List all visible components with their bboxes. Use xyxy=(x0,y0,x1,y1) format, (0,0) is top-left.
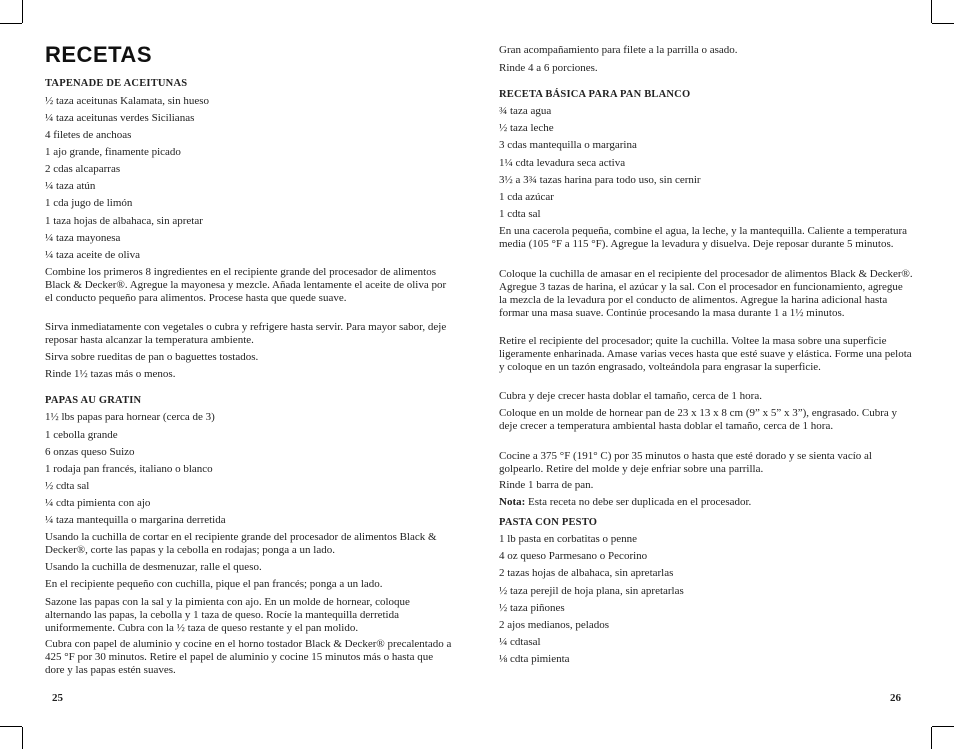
instruction-paragraph: Combine los primeros 8 ingredientes en el recipiente grande del procesador de alimentos Black & Decker®. Agregue la mayonesa y mezcle. Añada lentamente el aceite de oliva por el conducto pequeño para alimentos. Procese hasta que quede suave. xyxy=(45,266,447,304)
ingredient: 2 cdas alcaparras xyxy=(45,163,121,175)
ingredient: 1 cdta sal xyxy=(499,208,541,220)
instruction-paragraph: Sazone las papas con la sal y la pimienta con ajo. En un molde de hornear, coloque alternando las papas, la cebolla y 1 taza de queso. Rocíe la mantequilla derretida uniformemente. Cubra con la ½ taza de queso restante y el pan molido. xyxy=(45,596,410,634)
ingredient: 6 onzas queso Suizo xyxy=(45,446,135,458)
ingredient: 1 taza hojas de albahaca, sin apretar xyxy=(45,215,203,227)
ingredient: ¼ cdtasal xyxy=(499,636,541,648)
ingredient: 1 lb pasta en corbatitas o penne xyxy=(499,533,638,545)
yield-text: Rinde 1 barra de pan. xyxy=(499,479,594,491)
ingredient: ¼ taza aceite de oliva xyxy=(45,249,140,261)
ingredient: ¼ cdta pimienta con ajo xyxy=(45,497,151,509)
ingredient: ¼ taza atún xyxy=(45,180,96,192)
ingredient: ½ taza leche xyxy=(499,122,554,134)
instruction-paragraph: En el recipiente pequeño con cuchilla, pique el pan francés; ponga a un lado. xyxy=(45,578,383,590)
instruction-paragraph: Usando la cuchilla de cortar en el recipiente grande del procesador de alimentos Black & Decker®, corte las papas y la cebolla en rodajas; ponga a un lado. xyxy=(45,531,437,556)
ingredient: ¼ taza mantequilla o margarina derretida xyxy=(45,514,226,526)
crop-mark xyxy=(22,727,23,749)
ingredient: ⅛ cdta pimienta xyxy=(499,653,570,665)
yield-text: Rinde 4 a 6 porciones. xyxy=(499,62,598,74)
ingredient: 1 rodaja pan francés, italiano o blanco xyxy=(45,463,213,475)
crop-mark xyxy=(931,727,932,749)
instruction-paragraph: En una cacerola pequeña, combine el agua, la leche, y la mantequilla. Caliente a temperatura media (105 °F a 115 °F). Agregue la levadura y disuelva. Deje reposar durante 5 minutos. xyxy=(499,225,908,250)
ingredient: 4 filetes de anchoas xyxy=(45,129,132,141)
instruction-paragraph: Cocine a 375 °F (191° C) por 35 minutos o hasta que esté dorado y se sienta vacío al golpearlo. Retire del molde y deje enfriar sobre una parrilla. xyxy=(499,450,872,475)
ingredient: 1¼ cdta levadura seca activa xyxy=(499,157,626,169)
crop-mark xyxy=(0,23,22,24)
instruction-paragraph: Coloque la cuchilla de amasar en el recipiente del procesador de alimentos Black & Decker®. Agregue 3 tazas de harina, el azúcar y la sal. Con el procesador en funcionamiento, agregue la mezcla de la levadura por el conducto de alimentos. Agregue la harina adicional hasta formar una masa suave. Continúe procesando la masa durante 1 a 1½ minutos. xyxy=(499,268,913,319)
ingredient: 1 ajo grande, finamente picado xyxy=(45,146,181,158)
ingredient: ½ cdta sal xyxy=(45,480,90,492)
page-title: RECETAS xyxy=(45,42,152,67)
ingredient: 3½ a 3¾ tazas harina para todo uso, sin cernir xyxy=(499,174,701,186)
serving-suggestion: Gran acompañamiento para filete a la parrilla o asado. xyxy=(499,44,738,56)
ingredient: 1 cda jugo de limón xyxy=(45,197,133,209)
page-number-right: 26 xyxy=(890,692,901,704)
ingredient: 4 oz queso Parmesano o Pecorino xyxy=(499,550,648,562)
instruction-paragraph: Usando la cuchilla de desmenuzar, ralle el queso. xyxy=(45,561,262,573)
ingredient: 1 cda azúcar xyxy=(499,191,554,203)
ingredient: 1 cebolla grande xyxy=(45,429,118,441)
ingredient: ¼ taza aceitunas verdes Sicilianas xyxy=(45,112,195,124)
note-text: Esta receta no debe ser duplicada en el procesador. xyxy=(525,496,752,508)
crop-mark xyxy=(0,726,22,727)
instruction-paragraph: Cubra y deje crecer hasta doblar el tamaño, cerca de 1 hora. xyxy=(499,390,762,402)
crop-mark xyxy=(932,23,954,24)
ingredient: ¼ taza mayonesa xyxy=(45,232,121,244)
ingredient: 2 tazas hojas de albahaca, sin apretarlas xyxy=(499,567,674,579)
instruction-paragraph: Cubra con papel de aluminio y cocine en el horno tostador Black & Decker® precalentado a 425 °F por 30 minutos. Retire el papel de aluminio y cocine 15 minutos más o hasta que dore y las papas estén suaves. xyxy=(45,638,452,676)
crop-mark xyxy=(22,0,23,23)
note-label: Nota: xyxy=(499,496,526,508)
recipe-heading-pesto: PASTA CON PESTO xyxy=(499,517,598,528)
page-number-left: 25 xyxy=(52,692,63,704)
note xyxy=(499,496,913,509)
ingredient: ½ taza piñones xyxy=(499,602,565,614)
ingredient: ½ taza aceitunas Kalamata, sin hueso xyxy=(45,95,210,107)
instruction-paragraph: Sirva inmediatamente con vegetales o cubra y refrigere hasta servir. Para mayor sabor, deje reposar hasta alcanzar la temperatura ambiente. xyxy=(45,321,447,346)
instruction-paragraph: Coloque en un molde de hornear pan de 23 x 13 x 8 cm (9” x 5” x 3”), engrasado. Cubra y deje crecer a temperatura ambiental hasta doblar el tamaño, cerca de 1 hora. xyxy=(499,407,898,432)
recipe-heading-papas: PAPAS AU GRATIN xyxy=(45,395,142,406)
recipe-heading-pan: RECETA BÁSICA PARA PAN BLANCO xyxy=(499,89,691,100)
instruction-paragraph: Retire el recipiente del procesador; quite la cuchilla. Voltee la masa sobre una superficie ligeramente enharinada. Amase varias veces hasta que esté suave y elástica. Forme una pelota y coloque en un tazón engrasado, volteándola para engrasar la superficie. xyxy=(499,335,912,373)
crop-mark xyxy=(932,726,954,727)
yield-text: Rinde 1½ tazas más o menos. xyxy=(45,368,176,380)
ingredient: ¾ taza agua xyxy=(499,105,552,117)
recipe-heading-tapenade: TAPENADE DE ACEITUNAS xyxy=(45,78,188,89)
ingredient: 2 ajos medianos, pelados xyxy=(499,619,609,631)
instruction-paragraph: Sirva sobre rueditas de pan o baguettes tostados. xyxy=(45,351,259,363)
ingredient: ½ taza perejil de hoja plana, sin apretarlas xyxy=(499,585,684,597)
ingredient: 3 cdas mantequilla o margarina xyxy=(499,139,637,151)
ingredient: 1½ lbs papas para hornear (cerca de 3) xyxy=(45,411,215,423)
crop-mark xyxy=(931,0,932,23)
